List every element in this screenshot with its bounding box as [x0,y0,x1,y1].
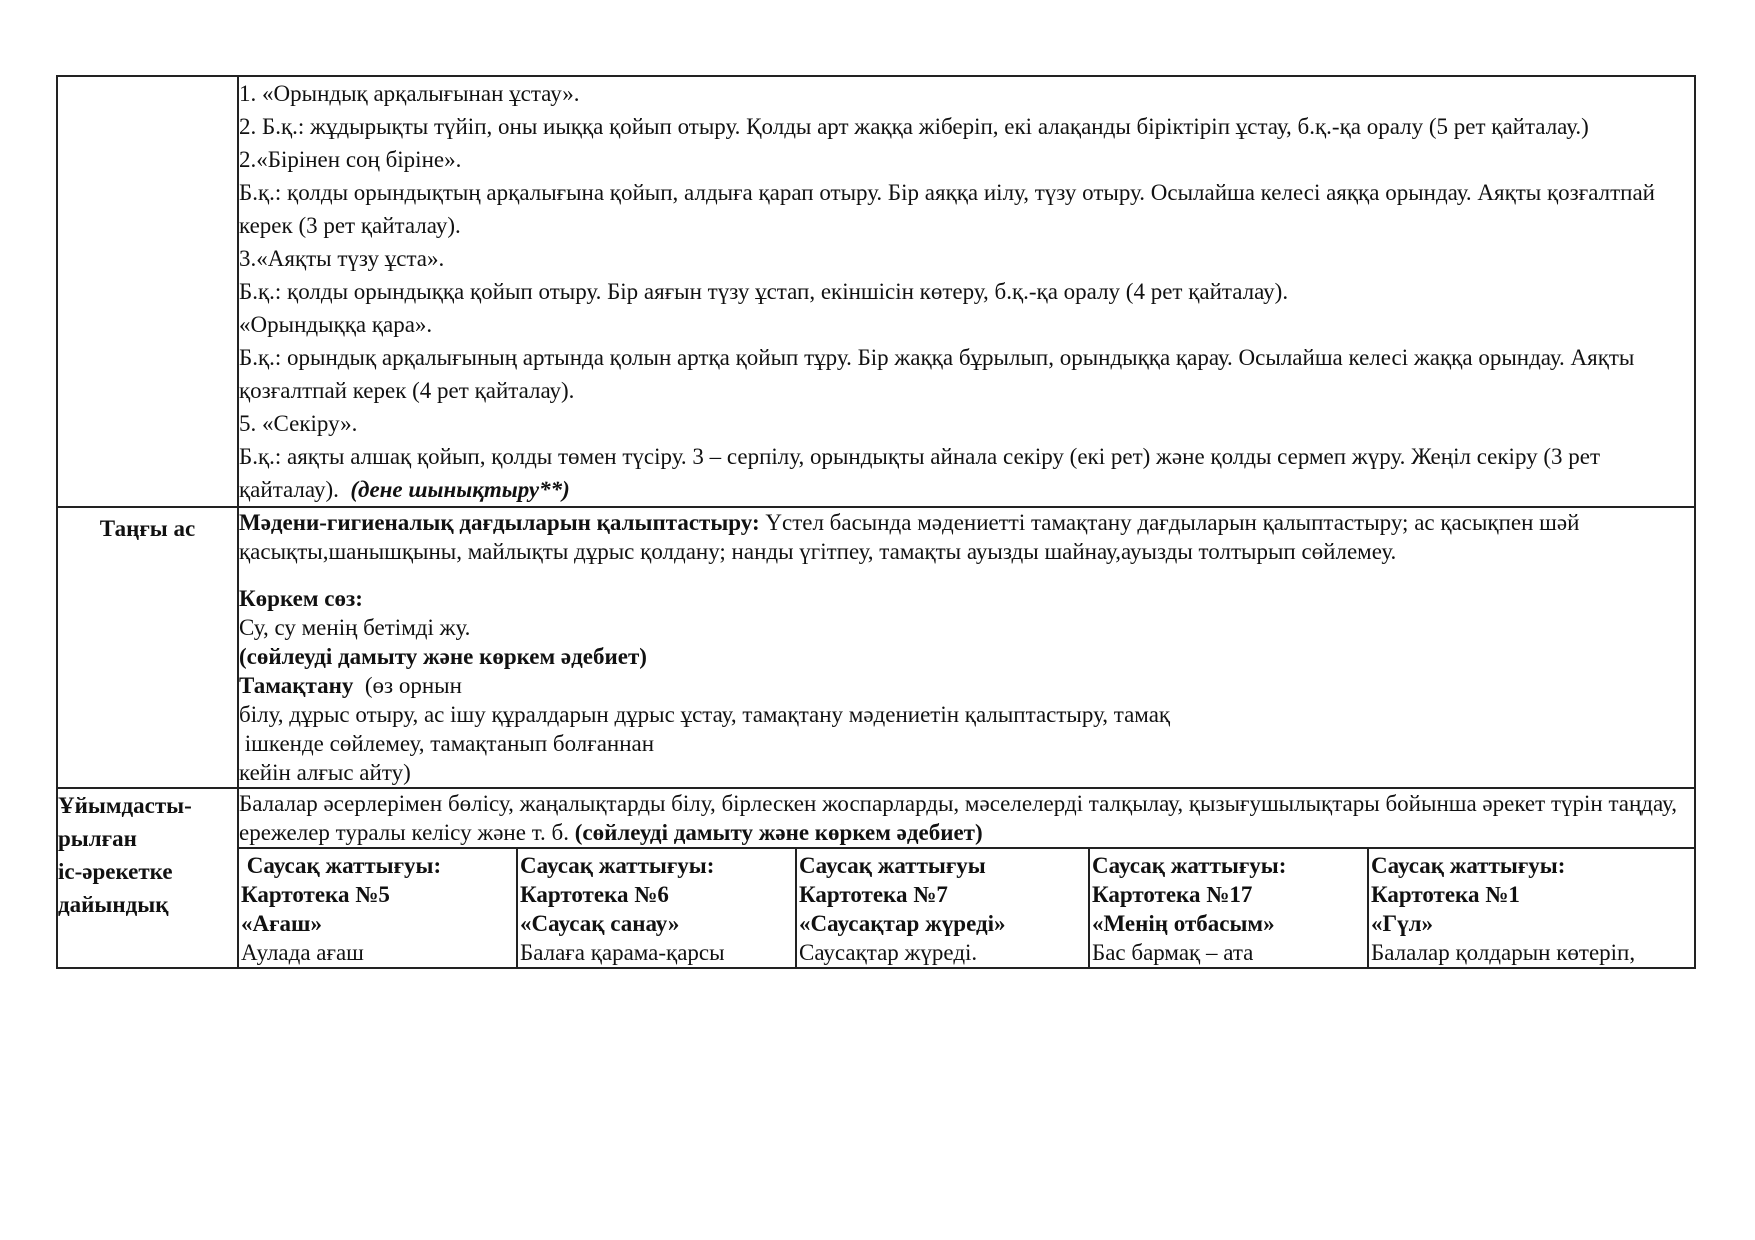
finger-card [239,849,517,967]
finger-exercise-row [57,848,1695,968]
breakfast-row [57,507,1695,788]
finger-card [796,849,1089,967]
finger-exercise-table [239,849,1694,967]
hygiene-heading: Мәдени-гигиеналық дағдыларын қалыптастыру: [239,510,760,535]
card-title: Саусақ жаттығуы: [520,853,715,878]
card-title: Саусақ жаттығуы: [241,853,442,878]
card-name: «Гүл» [1371,911,1434,936]
card-text: Аулада ағаш [241,940,364,965]
card-text: Бас бармақ – ата [1092,940,1254,965]
card-title: Саусақ жаттығуы: [1371,853,1566,878]
card-number: Картотека №1 [1371,882,1520,907]
exercise-line: 1. «Орындық арқалығынан ұстау». [239,81,580,106]
card-text: Балаға қарама-қарсы [520,940,725,965]
card-text: Балалар қолдарын көтеріп, [1371,940,1636,965]
exercise-line: 5. «Секіру». [239,411,358,436]
exercise-line: Б.қ.: қолды орындықтың арқалығына қойып, алдыға қарап отыру. Бір аяққа иілу, түзу отыру. Осылайша келесі аяққа орындау. Аяқты қозғалтпай керек (3 рет қайталау). [239,180,1655,238]
preparation-content [238,788,1695,848]
exercise-line: 3.«Аяқты түзу ұста». [239,246,445,271]
card-number: Картотека №7 [799,882,948,907]
art-word-note: (сөйлеуді дамыту және көркем әдебиет) [239,644,647,669]
card-name: «Ағаш» [241,911,322,936]
card-number: Картотека №6 [520,882,669,907]
preparation-text: Балалар әсерлерімен бөлісу, жаңалықтарды білу, бірлескен жоспарларды, мәселелерді талқылау, қызығушылықтары бойынша әрекет түрін таңдау, ережелер туралы келісу және т. б. [239,791,1677,845]
card-number: Картотека №5 [241,882,390,907]
card-name: «Саусақ санау» [520,911,680,936]
art-word-line: Су, су менің бетімді жу. [239,615,471,640]
subject-note: (дене шынықтыру**) [350,477,570,502]
card-name: «Менің отбасым» [1092,911,1275,936]
card-title: Саусақ жаттығуы: [1092,853,1287,878]
card-title: Саусақ жаттығуы [799,853,986,878]
preparation-label: Ұйымдасты- рылған іс-әрекетке дайындық [57,788,238,968]
exercise-last-text: Б.қ.: аяқты алшақ қойып, қолды төмен түсіру. 3 – серпілу, орындықты айнала секіру (екі рет) және қолды сермеп жүру. Жеңіл секіру (3 рет қайталау). [239,444,1601,502]
exercise-line: 2. Б.қ.: жұдырықты түйіп, оны иыққа қойып отыру. Қолды арт жаққа жіберіп, екі алақанды біріктіріп ұстау, б.қ.-қа оралу (5 рет қайталау.) [239,114,1589,139]
finger-exercise-cell [238,848,1695,968]
exercise-line: Б.қ.: орындық арқалығының артында қолын артқа қойып тұру. Бір жаққа бұрылып, орындыққа қарау. Осылайша келесі жаққа орындау. Аяқты қозғалтпай керек (4 рет қайталау). [239,345,1635,403]
eating-text: кейін алғыс айту) [239,760,411,785]
finger-card [1368,849,1694,967]
exercise-line [239,440,1694,506]
card-name: «Саусақтар жүреді» [799,911,1006,936]
exercise-line: 2.«Бірінен соң біріне». [239,147,462,172]
card-text: Саусақтар жүреді. [799,940,978,965]
exercise-line: Б.қ.: қолды орындыққа қойып отыру. Бір аяғын түзу ұстап, екіншісін көтеру, б.қ.-қа оралу (4 рет қайталау). [239,279,1289,304]
subject-note: (сөйлеуді дамыту және көркем әдебиет) [574,820,983,845]
exercise-row [57,76,1695,507]
eating-text: (өз орнын [353,673,462,698]
exercise-content [238,76,1695,507]
schedule-table [56,75,1696,969]
empty-label-cell [57,76,238,507]
breakfast-label: Таңғы ас [57,507,238,788]
eating-text: ішкенде сөйлемеу, тамақтанып болғаннан [239,731,655,756]
breakfast-content [238,507,1695,788]
eating-heading: Тамақтану [239,673,354,698]
card-number: Картотека №17 [1092,882,1253,907]
preparation-row [57,788,1695,848]
eating-text: білу, дұрыс отыру, ас ішу құралдарын дұрыс ұстау, тамақтану мәдениетін қалыптастыру, тамақ [239,702,1171,727]
hygiene-text: Үстел басында мәдениетті тамақтану дағдыларын қалыптастыру; ас қасықпен шәй қасықты,шанышқыны, майлықты дұрыс қолдану; нанды үгітпеу, тамақты ауызды шайнау,ауызды толтырып сөйлемеу. [239,510,1580,564]
finger-card [517,849,796,967]
exercise-line: «Орындыққа қара». [239,312,433,337]
art-word-heading: Көркем сөз: [239,586,363,611]
finger-card [1089,849,1368,967]
